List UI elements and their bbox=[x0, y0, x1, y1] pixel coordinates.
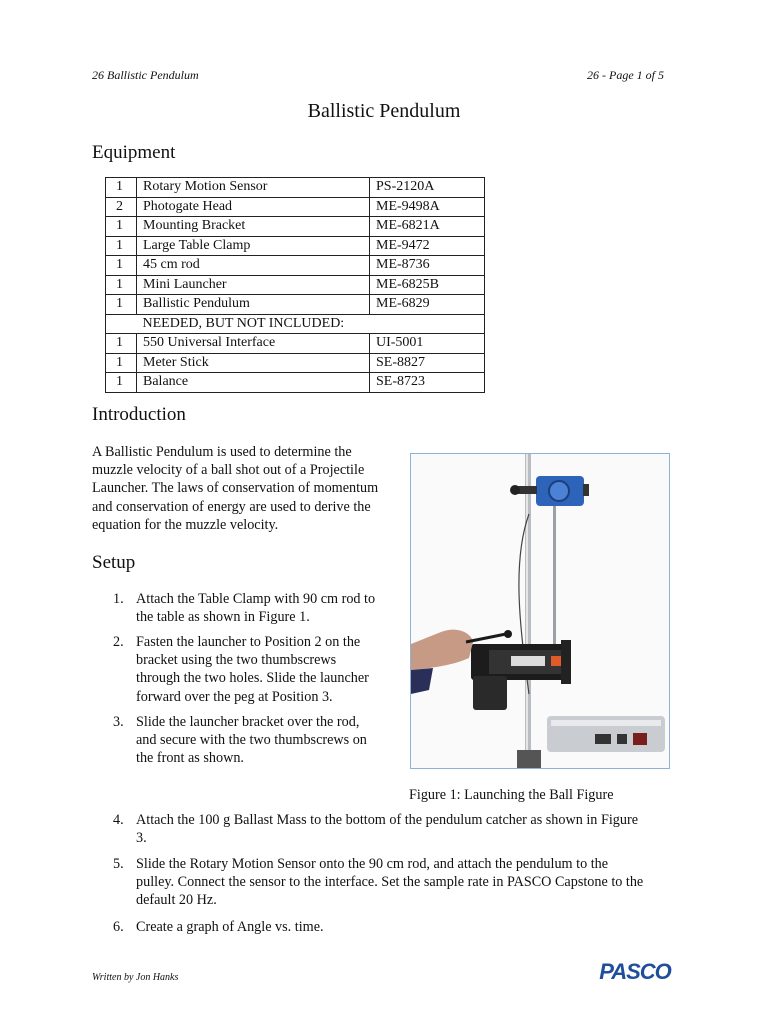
page-title: Ballistic Pendulum bbox=[307, 100, 461, 122]
intro-line: A Ballistic Pendulum is used to determine the bbox=[92, 444, 352, 460]
part-number-cell: ME-6821A bbox=[370, 217, 485, 237]
qty-cell: 1 bbox=[106, 373, 137, 393]
not-included-note: NEEDED, BUT NOT INCLUDED: bbox=[137, 314, 485, 334]
qty-cell: 1 bbox=[106, 256, 137, 276]
intro-line: equation for the muzzle velocity. bbox=[92, 516, 279, 533]
intro-line: muzzle velocity of a ball shot out of a Projectile bbox=[92, 462, 365, 479]
step-line: Attach the 100 g Ballast Mass to the bottom of the pendulum catcher as shown in Figure bbox=[136, 812, 638, 828]
table-row bbox=[106, 373, 485, 393]
part-number-cell: ME-9472 bbox=[370, 236, 485, 256]
table-row bbox=[106, 197, 485, 217]
part-number-cell: ME-6825B bbox=[370, 275, 485, 295]
introduction-paragraph bbox=[92, 443, 402, 534]
table-row bbox=[106, 236, 485, 256]
step-line: and secure with the two thumbscrews on bbox=[136, 732, 367, 749]
qty-cell: 1 bbox=[106, 295, 137, 315]
qty-cell: 1 bbox=[106, 353, 137, 373]
table-row bbox=[106, 275, 485, 295]
item-cell: Rotary Motion Sensor bbox=[137, 178, 370, 198]
step-line: Attach the Table Clamp with 90 cm rod to bbox=[136, 591, 376, 607]
header-right-page-number: 26 - Page 1 of 5 bbox=[587, 68, 664, 82]
step-line: default 20 Hz. bbox=[136, 892, 217, 909]
item-cell: Balance bbox=[137, 373, 370, 393]
item-cell: 45 cm rod bbox=[137, 256, 370, 276]
step-line: Create a graph of Angle vs. time. bbox=[136, 919, 324, 935]
item-cell: Meter Stick bbox=[137, 353, 370, 373]
item-cell: Ballistic Pendulum bbox=[137, 295, 370, 315]
launcher-photo-illustration bbox=[411, 454, 669, 768]
figure-1-caption: Figure 1: Launching the Ball Figure bbox=[409, 787, 614, 803]
qty-cell: 1 bbox=[106, 236, 137, 256]
step-number: 1. bbox=[113, 591, 124, 607]
step-line: bracket using the two thumbscrews bbox=[136, 652, 337, 669]
step-number: 6. bbox=[113, 919, 124, 935]
step-number: 5. bbox=[113, 856, 124, 872]
pasco-logo bbox=[593, 958, 678, 984]
part-number-cell: SE-8723 bbox=[370, 373, 485, 393]
part-number-cell: UI-5001 bbox=[370, 334, 485, 354]
part-number-cell: ME-6829 bbox=[370, 295, 485, 315]
equipment-heading: Equipment bbox=[92, 142, 176, 163]
footer-author: Written by Jon Hanks bbox=[92, 972, 179, 983]
qty-cell: 1 bbox=[106, 217, 137, 237]
pasco-logo-text: PASCO bbox=[599, 959, 671, 984]
item-cell: Photogate Head bbox=[137, 197, 370, 217]
introduction-heading: Introduction bbox=[92, 404, 186, 425]
part-number-cell: ME-9498A bbox=[370, 197, 485, 217]
step-line: forward over the peg at Position 3. bbox=[136, 688, 333, 705]
qty-cell: 2 bbox=[106, 197, 137, 217]
part-number-cell: ME-8736 bbox=[370, 256, 485, 276]
qty-cell: 1 bbox=[106, 178, 137, 198]
item-cell: Mounting Bracket bbox=[137, 217, 370, 237]
step-line: Slide the Rotary Motion Sensor onto the 90 cm rod, and attach the pendulum to the bbox=[136, 856, 609, 872]
step-line: through the two holes. Slide the launcher bbox=[136, 670, 369, 687]
item-cell: 550 Universal Interface bbox=[137, 334, 370, 354]
step-line: the front as shown. bbox=[136, 750, 244, 767]
figure-1-launcher-photo bbox=[410, 453, 670, 769]
table-row bbox=[106, 353, 485, 373]
part-number-cell: PS-2120A bbox=[370, 178, 485, 198]
header-left: 26 Ballistic Pendulum bbox=[92, 68, 199, 82]
setup-heading: Setup bbox=[92, 552, 136, 573]
step-line: Slide the launcher bracket over the rod, bbox=[136, 714, 360, 730]
step-line: pulley. Connect the sensor to the interface. Set the sample rate in PASCO Capstone to the bbox=[136, 874, 644, 891]
step-line: the table as shown in Figure 1. bbox=[136, 609, 310, 626]
part-number-cell: SE-8827 bbox=[370, 353, 485, 373]
intro-line: Launcher. The laws of conservation of momentum bbox=[92, 480, 379, 497]
step-number: 3. bbox=[113, 714, 124, 730]
step-line: Fasten the launcher to Position 2 on the bbox=[136, 634, 361, 650]
table-row bbox=[106, 256, 485, 276]
item-cell: Mini Launcher bbox=[137, 275, 370, 295]
step-line: 3. bbox=[136, 830, 147, 847]
item-cell: Large Table Clamp bbox=[137, 236, 370, 256]
step-number: 2. bbox=[113, 634, 124, 650]
qty-cell: 1 bbox=[106, 334, 137, 354]
table-row bbox=[106, 217, 485, 237]
table-row bbox=[106, 295, 485, 315]
empty-cell bbox=[106, 314, 137, 334]
table-row bbox=[106, 178, 485, 198]
table-row bbox=[106, 334, 485, 354]
qty-cell: 1 bbox=[106, 275, 137, 295]
table-note-row bbox=[106, 314, 485, 334]
intro-line: and conservation of energy are used to derive the bbox=[92, 498, 371, 515]
step-number: 4. bbox=[113, 812, 124, 828]
equipment-table bbox=[105, 177, 485, 393]
